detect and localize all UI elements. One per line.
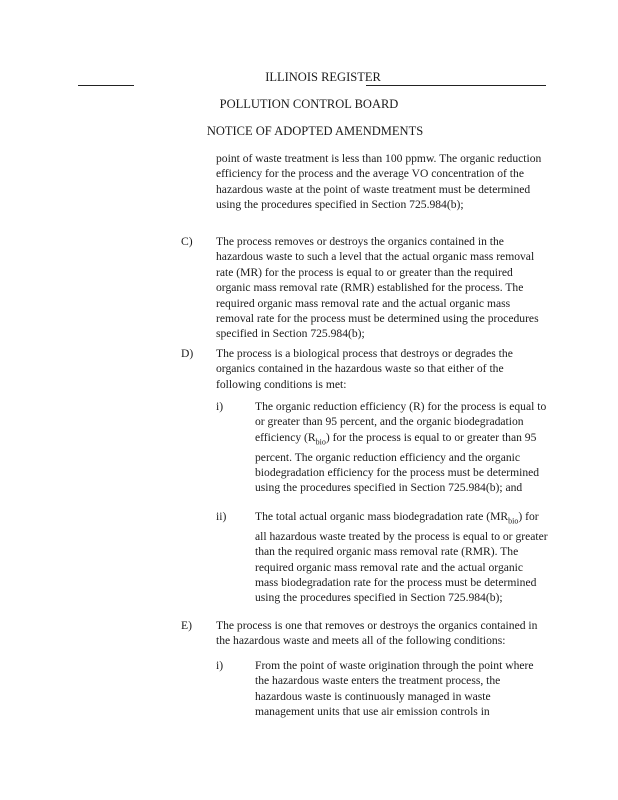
item-d-i-text-1: The organic reduction efficiency (R) for the process is equal to or greater than 95 percent, and the organic biodegradation efficiency (R xyxy=(255,400,547,444)
item-d-i-label: i) xyxy=(216,400,224,413)
item-e-i-paragraph: From the point of waste origination through the point where the hazardous waste enters the treatment process, the hazardous waste is continuously managed in waste management units that use air emission controls in xyxy=(255,659,534,719)
header-rule-left xyxy=(78,85,134,86)
item-d-paragraph: The process is a biological process that destroys or degrades the organics contained in the hazardous waste so that either of the following conditions is met: xyxy=(216,347,513,391)
header-rule-right xyxy=(366,85,546,86)
item-e-paragraph: The process is one that removes or destroys the organics contained in the hazardous waste and meets all of the following conditions: xyxy=(216,619,538,648)
register-title: ILLINOIS REGISTER xyxy=(265,70,381,84)
item-d-label: D) xyxy=(181,347,194,360)
notice-title: NOTICE OF ADOPTED AMENDMENTS xyxy=(206,124,424,138)
item-c-label: C) xyxy=(181,235,193,248)
item-d-ii-subscript: bio xyxy=(508,516,519,526)
item-d-ii-paragraph xyxy=(255,509,549,606)
continuation-paragraph: point of waste treatment is less than 100 ppmw. The organic reduction efficiency for the process and the average VO concentration of the hazardous waste at the point of waste treatment must be determined using the procedures specified in Section 725.984(b); xyxy=(216,152,542,212)
item-d-i-paragraph xyxy=(255,399,549,496)
item-d-ii-label: ii) xyxy=(216,510,227,523)
item-c-paragraph: The process removes or destroys the organics contained in the hazardous waste to such a level that the actual organic mass removal rate (MR) for the process is equal to or greater than the required organic mass removal rate (RMR) established for the process. The required organic mass removal rate and the actual organic mass removal rate for the process must be determined using the procedures specified in Section 725.984(b); xyxy=(216,235,539,341)
item-e-label: E) xyxy=(181,619,192,632)
item-e-i-label: i) xyxy=(216,659,224,672)
item-d-i-subscript: bio xyxy=(315,437,326,447)
item-d-ii-text-2: ) for all hazardous waste treated by the process is equal to or greater than the required organic mass removal rate (RMR). The required organic mass removal rate and the actual organic mass biodegradation rate for the process must be determined using the procedures specified in Section 725.984(b); xyxy=(255,510,548,605)
item-d-ii-text-1: The total actual organic mass biodegradation rate (MR xyxy=(255,510,509,523)
item-d-i-text-2: ) for the process is equal to or greater than 95 percent. The organic reduction efficiency and the organic biodegradation efficiency for the process must be determined using the procedures specified in Section 725.984(b); and xyxy=(255,430,540,495)
board-title: POLLUTION CONTROL BOARD xyxy=(219,97,399,111)
